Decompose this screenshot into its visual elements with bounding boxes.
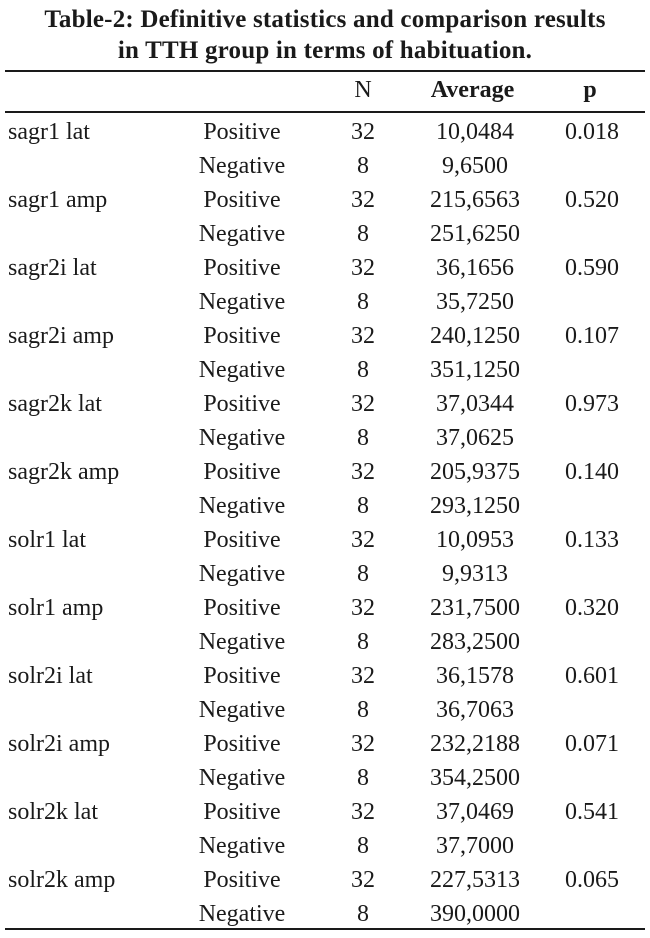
cell-p: 0.590 [565,255,619,281]
table-row [0,523,650,557]
cell-average: 351,1250 [430,357,520,383]
cell-n: 8 [357,629,369,655]
cell-average: 240,1250 [430,323,520,349]
column-header-average: Average [430,77,515,103]
cell-average: 37,0469 [436,799,514,825]
header-rule [5,111,645,113]
table-row [0,285,650,319]
cell-group: Negative [198,221,286,247]
cell-n: 8 [357,765,369,791]
table-caption [0,4,650,66]
cell-n: 8 [357,153,369,179]
caption-line-2: in TTH group in terms of habituation. [117,37,533,64]
cell-group: Positive [203,187,281,213]
table-row [0,251,650,285]
cell-average: 205,9375 [430,459,520,485]
table-row [0,217,650,251]
cell-average: 37,0625 [436,425,514,451]
cell-group: Positive [203,459,281,485]
table-row [0,183,650,217]
cell-p: 0.520 [565,187,619,213]
cell-n: 32 [351,391,375,417]
cell-group: Negative [198,697,286,723]
cell-group: Positive [203,595,281,621]
cell-variable: sagr1 amp [8,187,108,213]
cell-group: Positive [203,731,281,757]
cell-variable: sagr2i amp [8,323,114,349]
cell-n: 32 [351,255,375,281]
cell-p: 0.071 [565,731,619,757]
cell-average: 36,1656 [436,255,514,281]
caption-line-1: Table-2: Definitive statistics and comparison results [44,6,606,33]
cell-variable: solr2k lat [8,799,98,825]
table-row [0,591,650,625]
cell-n: 32 [351,527,375,553]
cell-average: 215,6563 [430,187,520,213]
table-row [0,421,650,455]
cell-average: 227,5313 [430,867,520,893]
table-row [0,625,650,659]
cell-group: Negative [198,425,286,451]
cell-group: Negative [198,289,286,315]
cell-n: 8 [357,561,369,587]
table-row [0,897,650,931]
table-row [0,455,650,489]
cell-group: Negative [198,833,286,859]
cell-average: 37,7000 [436,833,514,859]
column-header-n: N [354,77,372,103]
cell-variable: sagr2k lat [8,391,102,417]
cell-n: 32 [351,731,375,757]
cell-group: Positive [203,867,281,893]
cell-group: Negative [198,901,286,927]
cell-p: 0.541 [565,799,619,825]
table-row [0,115,650,149]
table-row [0,489,650,523]
table-bottom-rule [5,928,645,930]
cell-average: 37,0344 [436,391,514,417]
cell-group: Negative [198,765,286,791]
cell-p: 0.320 [565,595,619,621]
table-body [0,115,650,931]
cell-average: 390,0000 [430,901,520,927]
table-row [0,319,650,353]
table-row [0,829,650,863]
cell-n: 32 [351,187,375,213]
cell-variable: solr2k amp [8,867,116,893]
cell-variable: solr2i lat [8,663,93,689]
cell-average: 9,9313 [442,561,508,587]
table-row [0,795,650,829]
cell-variable: sagr2k amp [8,459,120,485]
cell-n: 8 [357,833,369,859]
cell-p: 0.973 [565,391,619,417]
cell-group: Negative [198,561,286,587]
table-row [0,693,650,727]
cell-variable: sagr2i lat [8,255,97,281]
cell-group: Positive [203,391,281,417]
table-top-rule [5,70,645,72]
cell-n: 8 [357,289,369,315]
cell-p: 0.018 [565,119,619,145]
cell-variable: solr1 lat [8,527,86,553]
cell-n: 32 [351,799,375,825]
table-row [0,557,650,591]
cell-n: 32 [351,459,375,485]
table-row [0,387,650,421]
cell-average: 354,2500 [430,765,520,791]
cell-p: 0.140 [565,459,619,485]
cell-group: Positive [203,527,281,553]
column-header-p: p [583,77,597,103]
cell-group: Positive [203,323,281,349]
cell-n: 32 [351,867,375,893]
cell-average: 251,6250 [430,221,520,247]
cell-group: Negative [198,493,286,519]
table-row [0,863,650,897]
table-row [0,727,650,761]
table-row [0,353,650,387]
cell-p: 0.601 [565,663,619,689]
cell-group: Positive [203,799,281,825]
cell-n: 8 [357,901,369,927]
cell-average: 35,7250 [436,289,514,315]
cell-n: 32 [351,663,375,689]
cell-group: Negative [198,629,286,655]
cell-group: Negative [198,357,286,383]
cell-n: 8 [357,493,369,519]
cell-group: Negative [198,153,286,179]
cell-average: 232,2188 [430,731,520,757]
cell-average: 293,1250 [430,493,520,519]
cell-group: Positive [203,663,281,689]
cell-average: 36,1578 [436,663,514,689]
cell-average: 36,7063 [436,697,514,723]
cell-n: 32 [351,595,375,621]
cell-n: 8 [357,697,369,723]
cell-p: 0.107 [565,323,619,349]
cell-average: 10,0484 [436,119,514,145]
cell-p: 0.133 [565,527,619,553]
cell-n: 32 [351,323,375,349]
table-row [0,659,650,693]
cell-n: 8 [357,425,369,451]
cell-group: Positive [203,119,281,145]
cell-p: 0.065 [565,867,619,893]
cell-variable: solr1 amp [8,595,104,621]
table-row [0,761,650,795]
cell-average: 10,0953 [436,527,514,553]
cell-average: 9,6500 [442,153,508,179]
cell-average: 283,2500 [430,629,520,655]
cell-variable: sagr1 lat [8,119,90,145]
cell-variable: solr2i amp [8,731,110,757]
cell-n: 32 [351,119,375,145]
cell-n: 8 [357,357,369,383]
cell-n: 8 [357,221,369,247]
cell-group: Positive [203,255,281,281]
cell-average: 231,7500 [430,595,520,621]
table-row [0,149,650,183]
